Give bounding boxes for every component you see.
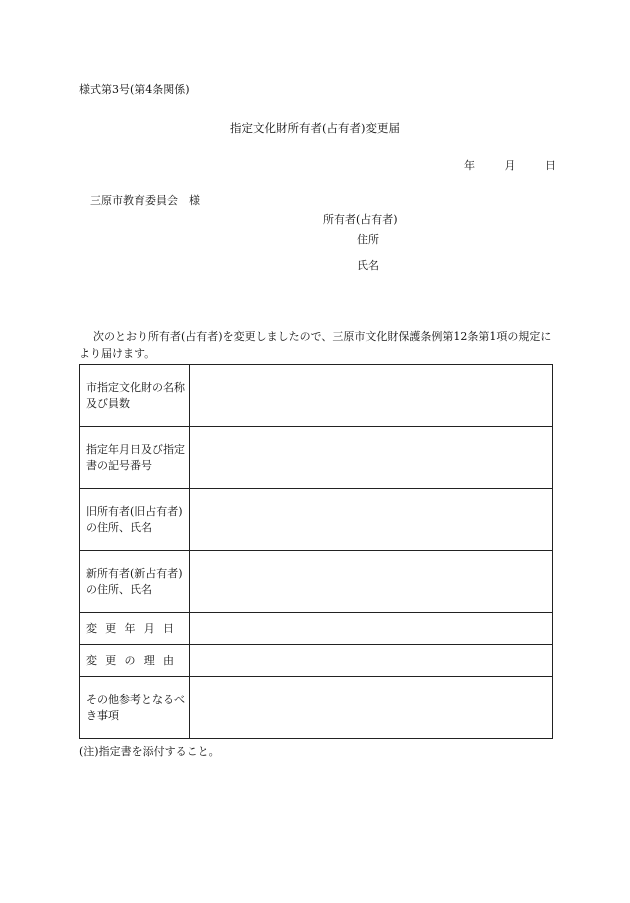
row-value-other-notes[interactable] — [190, 677, 553, 739]
row-label-change-reason: 変更の理由 — [80, 645, 190, 677]
table-row — [80, 551, 553, 613]
name-label: 氏名 — [357, 259, 379, 272]
date-line — [464, 157, 556, 173]
row-label-change-date: 変更年月日 — [80, 613, 190, 645]
addressee: 三原市教育委員会 様 — [90, 194, 200, 207]
date-day-label: 日 — [545, 159, 556, 172]
owner-label: 所有者(占有者) — [323, 213, 398, 226]
table-row — [80, 645, 553, 677]
table-row — [80, 677, 553, 739]
row-value-new-owner[interactable] — [190, 551, 553, 613]
form-number: 様式第3号(第4条関係) — [79, 83, 190, 96]
table-row — [80, 427, 553, 489]
row-label-former-owner: 旧所有者(旧占有者)の住所、氏名 — [80, 489, 190, 551]
attachment-note: (注)指定書を添付すること。 — [79, 745, 220, 758]
row-label-other-notes: その他参考となるべき事項 — [80, 677, 190, 739]
document-title: 指定文化財所有者(占有者)変更届 — [230, 121, 400, 135]
row-value-designation-date[interactable] — [190, 427, 553, 489]
address-label: 住所 — [357, 233, 379, 246]
table-row — [80, 489, 553, 551]
row-value-change-reason[interactable] — [190, 645, 553, 677]
row-value-former-owner[interactable] — [190, 489, 553, 551]
row-value-cultural-property-name[interactable] — [190, 365, 553, 427]
body-text-block — [79, 328, 555, 362]
table-row — [80, 613, 553, 645]
row-value-change-date[interactable] — [190, 613, 553, 645]
form-table — [79, 364, 553, 739]
row-label-designation-date: 指定年月日及び指定書の記号番号 — [80, 427, 190, 489]
body-text: 次のとおり所有者(占有者)を変更しましたので、三原市文化財保護条例第12条第1項の規定により届けます。 — [79, 330, 552, 360]
date-month-label: 月 — [504, 159, 516, 172]
row-label-cultural-property-name: 市指定文化財の名称及び員数 — [80, 365, 190, 427]
row-label-new-owner: 新所有者(新占有者)の住所、氏名 — [80, 551, 190, 613]
table-row — [80, 365, 553, 427]
date-year-label: 年 — [464, 159, 475, 172]
